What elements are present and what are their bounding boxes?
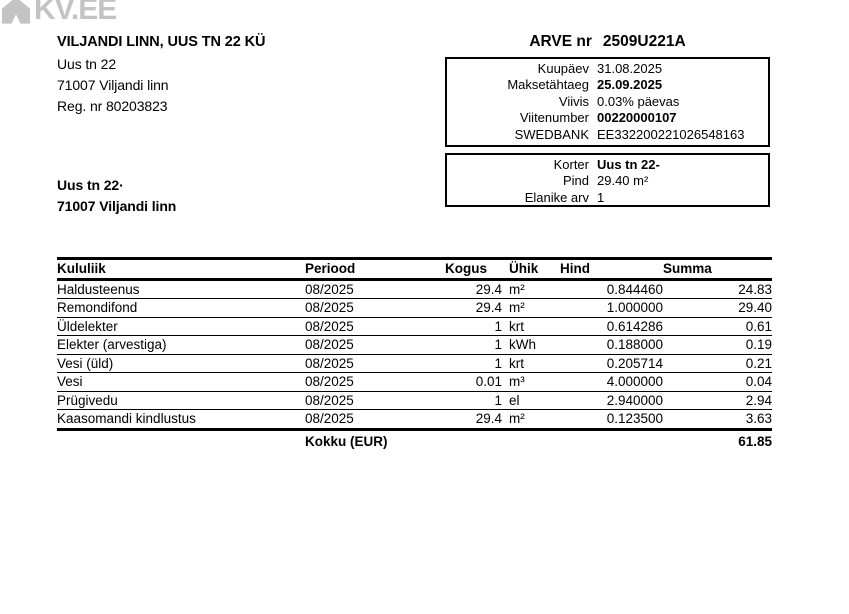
table-cell: 08/2025 xyxy=(305,391,445,410)
table-cell: 1 xyxy=(445,391,502,410)
table-cell: 0.19 xyxy=(663,336,772,355)
detail-row xyxy=(447,173,760,189)
detail-label: Viitenumber xyxy=(519,110,589,126)
header-periood: Periood xyxy=(305,259,445,280)
table-cell: 4.000000 xyxy=(560,373,663,392)
table-cell: m² xyxy=(502,410,560,430)
table-cell: m³ xyxy=(502,373,560,392)
table-cell: Remondifond xyxy=(57,299,305,318)
charges-table xyxy=(57,257,772,450)
table-cell: 08/2025 xyxy=(305,317,445,336)
table-cell: 08/2025 xyxy=(305,410,445,430)
invoice-details-box xyxy=(445,57,770,147)
table-cell: 29.4 xyxy=(445,410,502,430)
table-cell: 29.4 xyxy=(445,299,502,318)
table-row xyxy=(57,317,772,336)
detail-value: 00220000107 xyxy=(597,110,677,126)
header-kululiik: Kululiik xyxy=(57,259,305,280)
table-cell: 08/2025 xyxy=(305,299,445,318)
table-cell: m² xyxy=(502,279,560,299)
table-cell: 1 xyxy=(445,317,502,336)
table-row xyxy=(57,373,772,392)
recipient-line2: 71007 Viljandi linn xyxy=(57,198,177,214)
table-cell: 0.844460 xyxy=(560,279,663,299)
invoice-title xyxy=(445,33,770,51)
recipient-line1: Uus tn 22· xyxy=(57,177,124,193)
logo-text: KV.EE xyxy=(34,0,117,26)
sender-block xyxy=(57,32,265,117)
detail-label: Kuupäev xyxy=(537,61,589,76)
detail-label: Maksetähtaeg xyxy=(507,77,589,93)
house-icon xyxy=(2,0,30,24)
detail-row xyxy=(447,110,760,126)
table-cell: 0.188000 xyxy=(560,336,663,355)
table-cell: Vesi xyxy=(57,373,305,392)
sender-name: VILJANDI LINN, UUS TN 22 KÜ xyxy=(57,34,266,50)
table-cell: 29.4 xyxy=(445,279,502,299)
header-summa: Summa xyxy=(663,259,772,280)
detail-row xyxy=(447,77,760,93)
table-row xyxy=(57,279,772,299)
detail-value: 29.40 m² xyxy=(597,173,649,189)
table-cell: m² xyxy=(502,299,560,318)
total-spacer xyxy=(445,429,502,450)
detail-value: 0.03% päevas xyxy=(597,93,680,109)
table-cell: 1 xyxy=(445,336,502,355)
sender-address-line1: Uus tn 22 xyxy=(57,56,117,72)
detail-row xyxy=(447,94,760,110)
detail-value: Uus tn 22- xyxy=(597,157,660,172)
table-cell: krt xyxy=(502,354,560,373)
sender-reg-number: Reg. nr 80203823 xyxy=(57,98,168,114)
table-cell: 08/2025 xyxy=(305,354,445,373)
table-row xyxy=(57,391,772,410)
table-cell: 08/2025 xyxy=(305,373,445,392)
table-cell: 0.614286 xyxy=(560,317,663,336)
total-value: 61.85 xyxy=(738,433,772,449)
table-cell: 0.61 xyxy=(663,317,772,336)
detail-value: 31.08.2025 xyxy=(597,61,663,76)
header-kogus: Kogus xyxy=(445,259,502,280)
table-cell: kWh xyxy=(502,336,560,355)
table-cell: 0.123500 xyxy=(560,410,663,430)
table-cell: Prügivedu xyxy=(57,391,305,410)
detail-label: SWEDBANK xyxy=(514,126,589,142)
total-spacer xyxy=(502,429,560,450)
apartment-details-box xyxy=(445,153,770,207)
header-uhik: Ühik xyxy=(502,259,560,280)
detail-row xyxy=(447,190,760,206)
table-cell: 0.205714 xyxy=(560,354,663,373)
detail-value: EE332200221026548163 xyxy=(597,126,745,142)
table-cell: 0.04 xyxy=(663,373,772,392)
total-spacer xyxy=(57,429,305,450)
table-cell: 08/2025 xyxy=(305,336,445,355)
table-cell: el xyxy=(502,391,560,410)
charges-table-header xyxy=(57,259,772,280)
total-label: Kokku (EUR) xyxy=(305,433,388,449)
table-cell: 1.000000 xyxy=(560,299,663,318)
table-cell: Vesi (üld) xyxy=(57,354,305,373)
table-cell: Elekter (arvestiga) xyxy=(57,336,305,355)
table-row xyxy=(57,299,772,318)
detail-row xyxy=(447,157,760,173)
detail-value: 25.09.2025 xyxy=(597,77,663,93)
detail-label: Korter xyxy=(553,157,589,172)
detail-row xyxy=(447,61,760,77)
detail-row xyxy=(447,127,760,143)
detail-label: Elanike arv xyxy=(524,189,589,205)
table-cell: krt xyxy=(502,317,560,336)
table-cell: 29.40 xyxy=(663,299,772,318)
table-row xyxy=(57,410,772,430)
table-cell: 08/2025 xyxy=(305,279,445,299)
table-cell: 2.940000 xyxy=(560,391,663,410)
kvee-logo xyxy=(2,0,116,27)
table-cell: Üldelekter xyxy=(57,317,305,336)
detail-label: Pind xyxy=(562,173,589,189)
table-row xyxy=(57,354,772,373)
detail-label: Viivis xyxy=(558,93,589,109)
invoice-number: 2509U221A xyxy=(602,33,686,50)
invoice-title-prefix: ARVE nr xyxy=(529,33,592,50)
charges-table-body xyxy=(57,279,772,429)
table-cell: Haldusteenus xyxy=(57,279,305,299)
detail-value: 1 xyxy=(597,189,605,205)
total-spacer xyxy=(560,429,663,450)
header-hind: Hind xyxy=(560,259,663,280)
table-cell: 3.63 xyxy=(663,410,772,430)
table-cell: 2.94 xyxy=(663,391,772,410)
table-cell: 0.01 xyxy=(445,373,502,392)
sender-address-line2: 71007 Viljandi linn xyxy=(57,77,169,93)
table-cell: Kaasomandi kindlustus xyxy=(57,410,305,430)
table-cell: 24.83 xyxy=(663,279,772,299)
total-row xyxy=(57,429,772,450)
table-row xyxy=(57,336,772,355)
table-cell: 1 xyxy=(445,354,502,373)
charges-table-footer xyxy=(57,429,772,450)
recipient-block xyxy=(57,175,176,217)
table-cell: 0.21 xyxy=(663,354,772,373)
